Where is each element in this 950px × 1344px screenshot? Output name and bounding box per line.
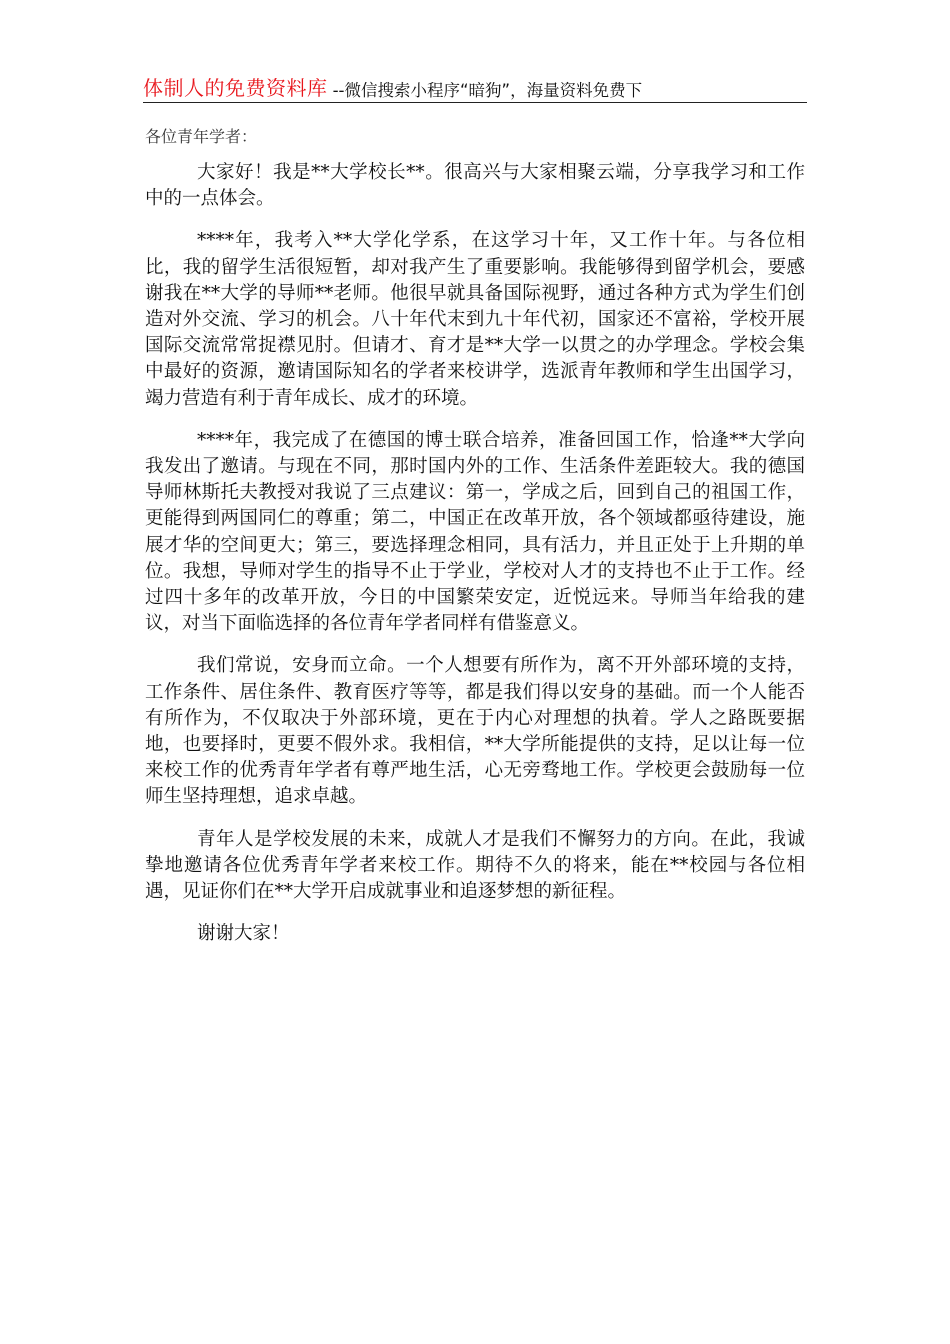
header-tagline: --微信搜索小程序“暗狗”，海量资料免费下 bbox=[332, 81, 643, 100]
paragraph-study-abroad: ****年，我考入**大学化学系，在这学习十年，又工作十年。与各位相比，我的留学生活很短暂，却对我产生了重要影响。我能够得到留学机会，要感谢我在**大学的导师**老师。他很早就具备国际视野，通过各种方式为学生们创造对外交流、学习的机会。八十年代末到九十年代初，国家还不富裕，学校开展国际交流常常捉襟见肘。但请才、育才是**大学一以贯之的办学理念。学校会集中最好的资源，邀请国际知名的学者来校讲学，选派青年教师和学生出国学习，竭力营造有利于青年成长、成才的环境。 bbox=[145, 230, 805, 409]
header-brand: 体制人的免费资料库 bbox=[143, 76, 328, 100]
paragraph-return-home: ****年，我完成了在德国的博士联合培养，准备回国工作，恰逢**大学向我发出了邀请。与现在不同，那时国内外的工作、生活条件差距较大。我的德国导师林斯托夫教授对我说了三点建议：第一，学成之后，回到自己的祖国工作，更能得到两国同仁的尊重；第二，中国正在改革开放，各个领域都亟待建设，施展才华的空间更大；第三，要选择理念相同，具有活力，并且正处于上升期的单位。我想，导师对学生的指导不止于学业，学校对人才的支持也不止于工作。经过四十多年的改革开放，今日的中国繁荣安定，近悦远来。导师当年给我的建议，对当下面临选择的各位青年学者同样有借鉴意义。 bbox=[145, 429, 805, 635]
paragraph-settle-down: 我们常说，安身而立命。一个人想要有所作为，离不开外部环境的支持，工作条件、居住条件、教育医疗等等，都是我们得以安身的基础。而一个人能否有所作为，不仅取决于外部环境，更在于内心对理想的执着。学人之路既要据地，也要择时，更要不假外求。我相信，**大学所能提供的支持，足以让每一位来校工作的优秀青年学者有尊严地生活，心无旁骛地工作。学校更会鼓励每一位师生坚持理想，追求卓越。 bbox=[145, 655, 805, 808]
letter-body bbox=[145, 160, 805, 963]
letter-salutation: 各位青年学者： bbox=[145, 127, 258, 146]
paragraph-invitation: 青年人是学校发展的未来，成就人才是我们不懈努力的方向。在此，我诚挚地邀请各位优秀青年学者来校工作。期待不久的将来，能在**校园与各位相遇，见证你们在**大学开启成就事业和追逐梦想的新征程。 bbox=[145, 828, 805, 903]
page-header bbox=[143, 72, 807, 103]
paragraph-greeting: 大家好！我是**大学校长**。很高兴与大家相聚云端，分享我学习和工作中的一点体会。 bbox=[145, 162, 805, 210]
paragraph-thanks: 谢谢大家！ bbox=[197, 923, 290, 945]
